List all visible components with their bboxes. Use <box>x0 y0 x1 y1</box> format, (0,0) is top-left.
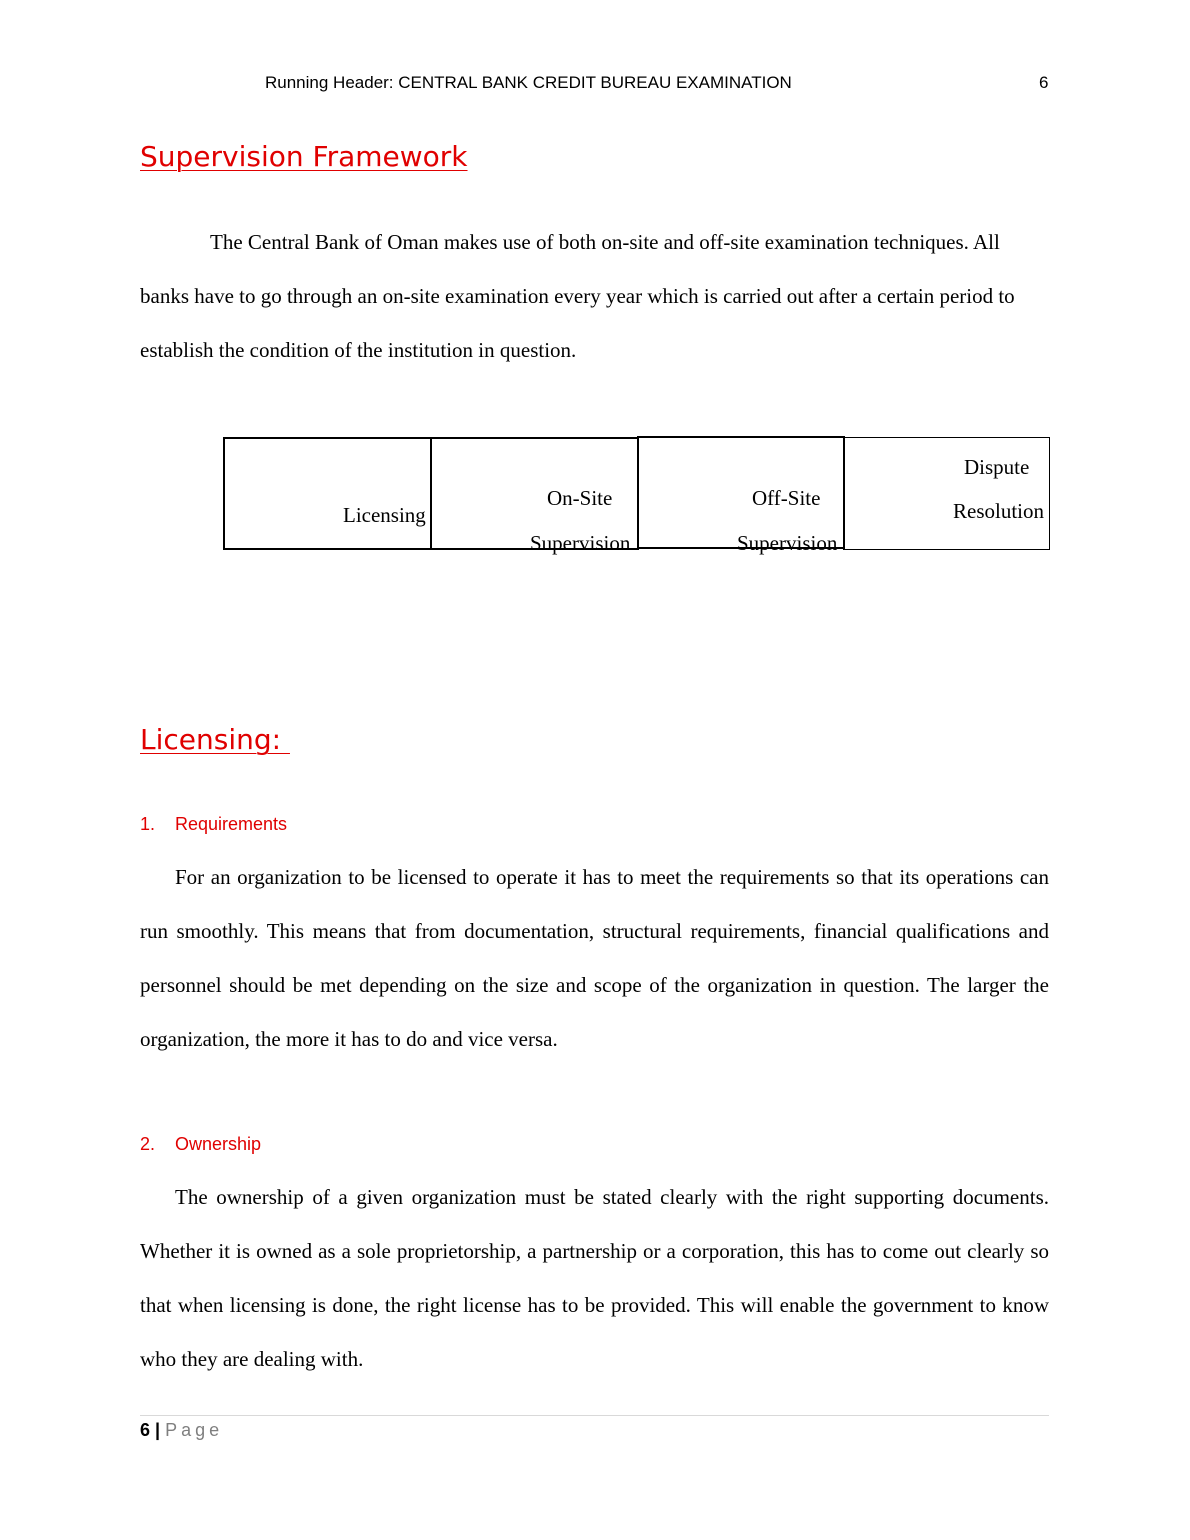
footer-page-label: Page <box>165 1420 224 1440</box>
diagram-box-dispute <box>843 437 1050 550</box>
box-label: Resolution <box>953 499 1045 523</box>
list-number: 1. <box>140 814 156 834</box>
ownership-paragraph: The ownership of a given organization must be stated clearly with the right supporting documents. Whether it is owned as a sole proprietorship, a partnership or a corporation, this has to come out clearly so that when licensing is done, the right license has to be provided. This will enable the government to know who they are dealing with. <box>140 1185 1049 1371</box>
subheading-ownership: Ownership <box>175 1134 262 1154</box>
requirements-paragraph: For an organization to be licensed to operate it has to meet the requirements so that its operations can run smoothly. This means that from documentation, structural requirements, financial qualifications and personnel should be met depending on the size and scope of the organization in question. The larger the organization, the more it has to do and vice versa. <box>140 865 1049 1051</box>
box-label: On-Site <box>547 486 613 510</box>
footer-page-number: 6 <box>140 1420 151 1440</box>
diagram-box-offsite <box>637 436 845 555</box>
section-title-licensing: Licensing: <box>140 723 290 756</box>
list-number: 2. <box>140 1134 156 1154</box>
box-label: Supervision <box>530 531 631 555</box>
section-title-supervision: Supervision Framework <box>140 140 468 173</box>
box-label: Supervision <box>737 531 838 555</box>
subheading-requirements: Requirements <box>175 814 288 834</box>
header-page-number: 6 <box>1039 73 1049 92</box>
footer-separator: | <box>155 1420 161 1440</box>
box-label: Dispute <box>964 455 1030 479</box>
intro-paragraph: The Central Bank of Oman makes use of both on-site and off-site examination techniques. All banks have to go through an on-site examination every year which is carried out after a certain period to establish the condition of the institution in question. <box>140 230 1015 362</box>
diagram-box-onsite <box>430 437 639 555</box>
page-footer <box>140 1420 223 1441</box>
running-header: Running Header: CENTRAL BANK CREDIT BUREAU EXAMINATION <box>265 73 792 92</box>
footer-divider <box>140 1415 1049 1416</box>
box-label: Licensing <box>343 503 426 527</box>
diagram-box-licensing <box>223 437 432 550</box>
box-label: Off-Site <box>752 486 821 510</box>
